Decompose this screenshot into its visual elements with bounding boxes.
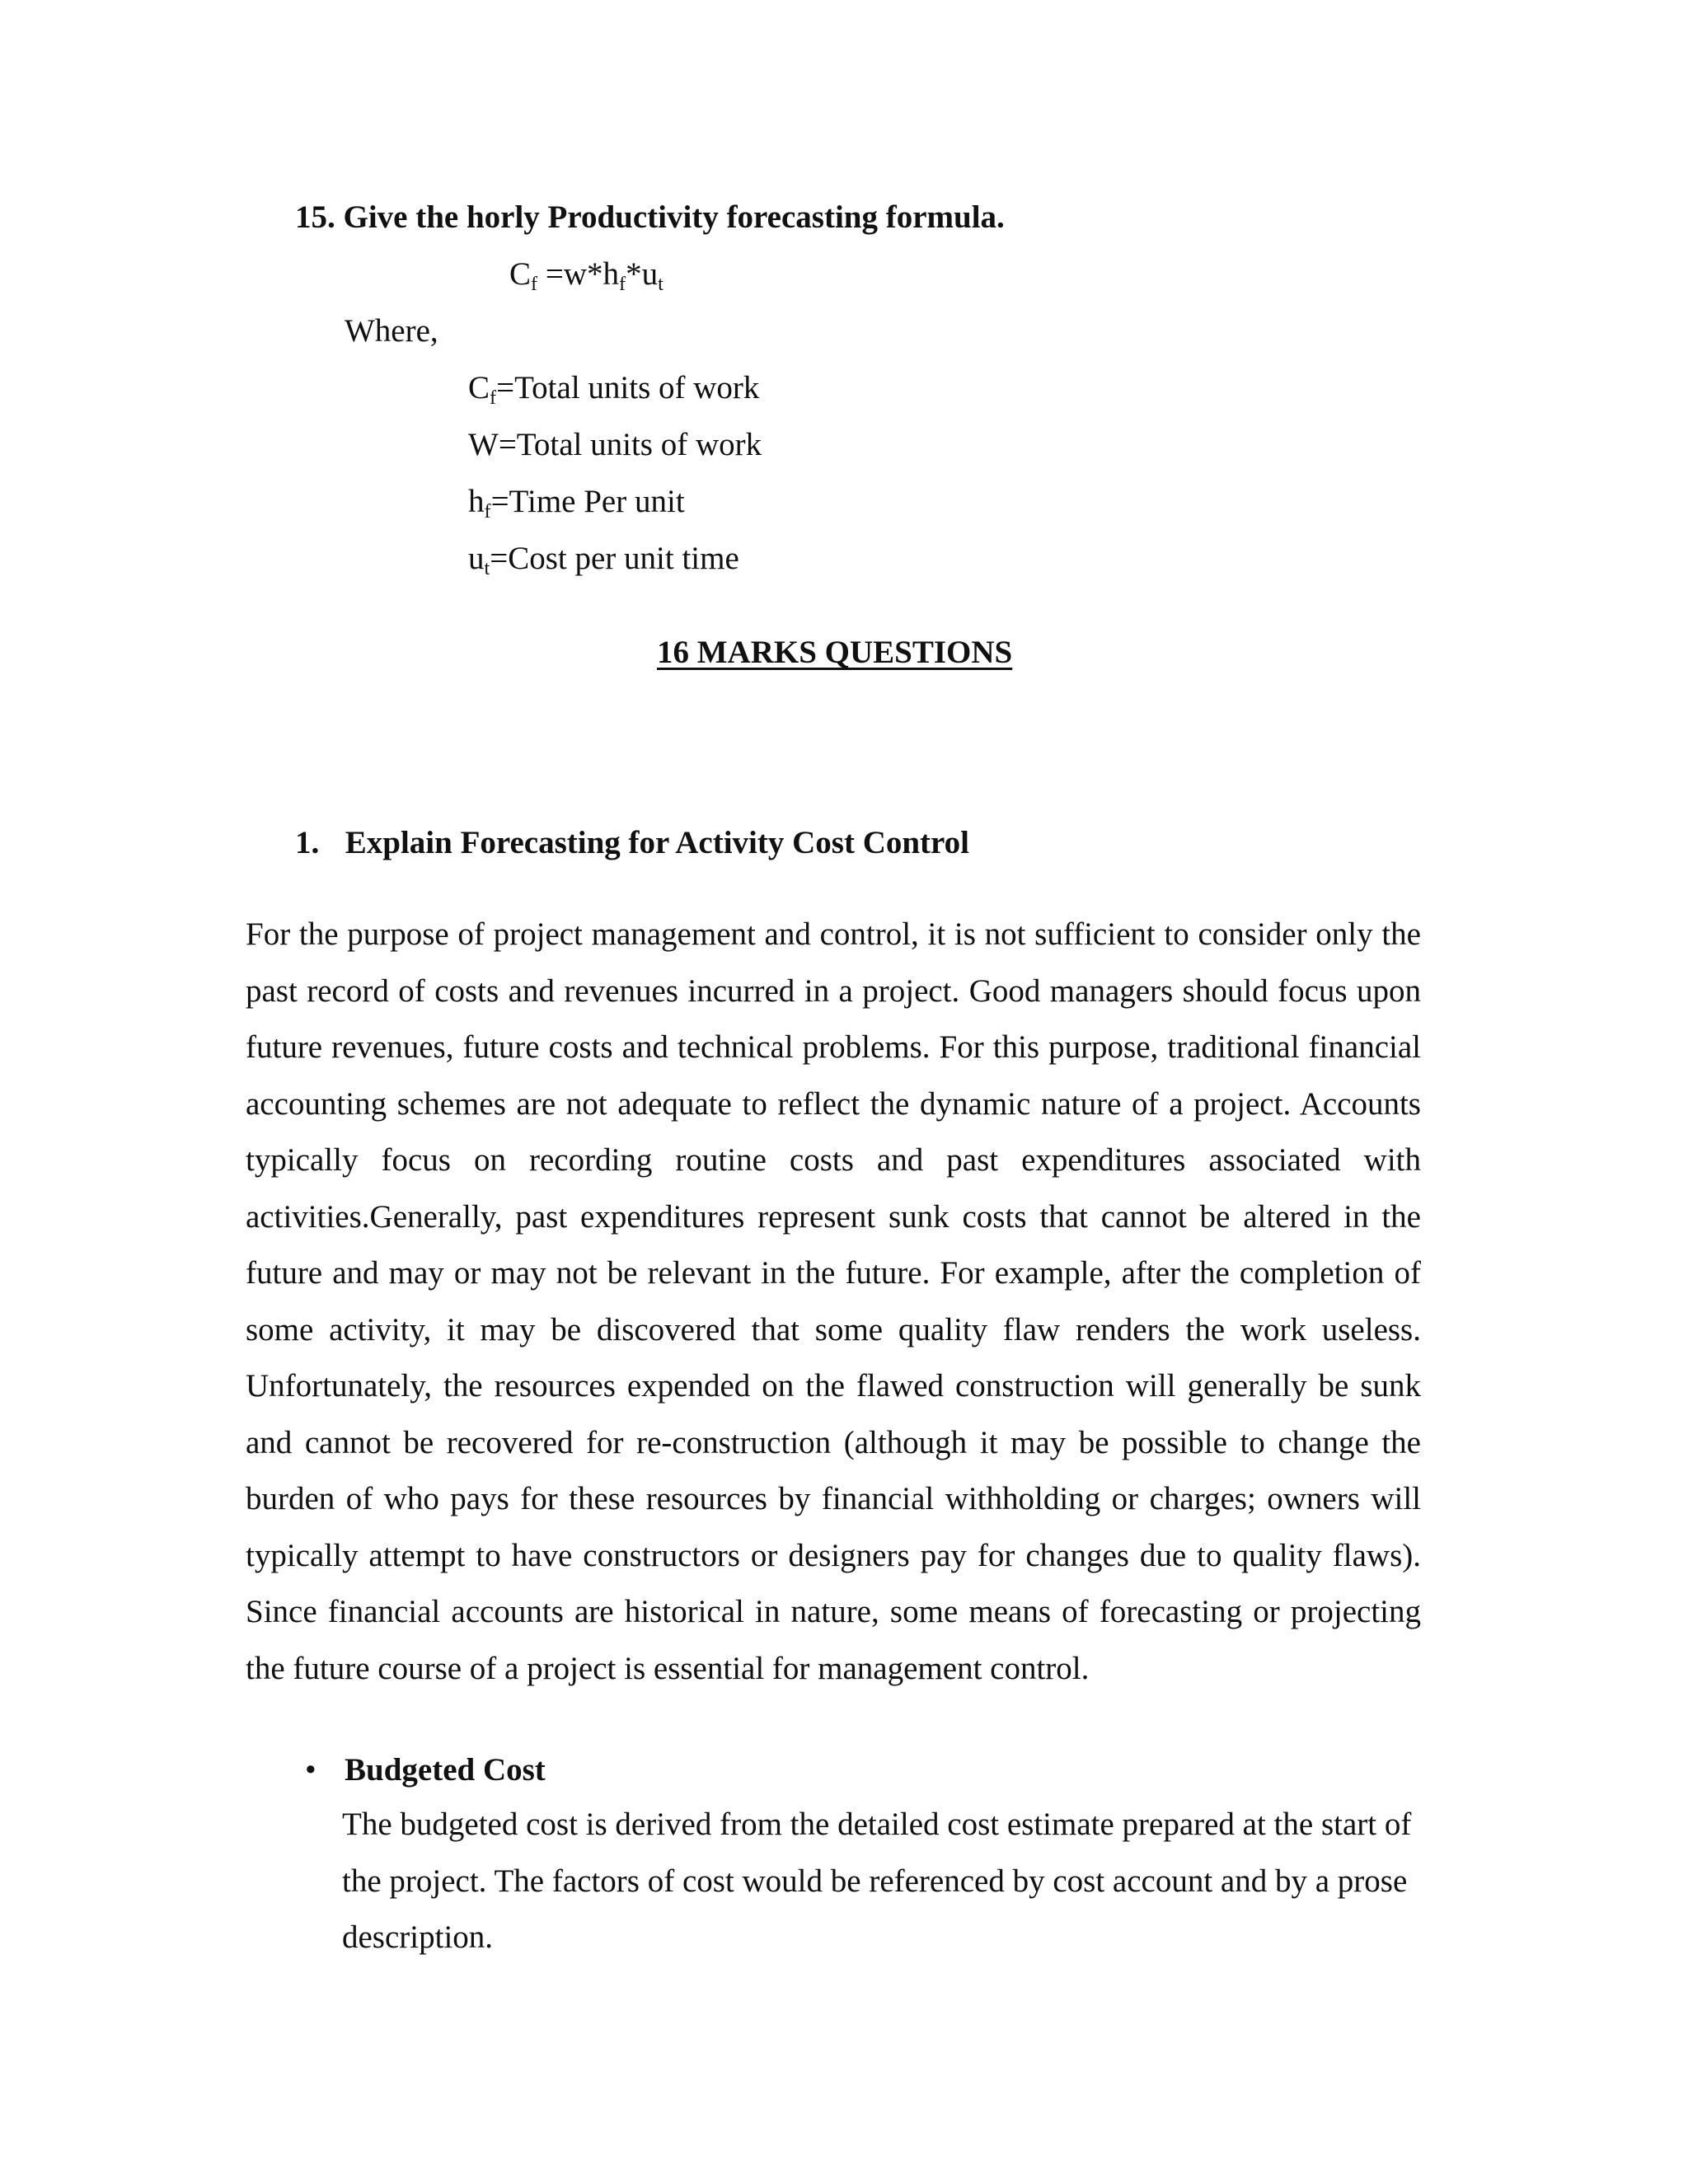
bullet-text: The budgeted cost is derived from the detailed cost estimate prepared at the start of the project. The factors of cost would be referenced by cost account and by a prose description. — [342, 1807, 1412, 1955]
q15-title: Give the horly Productivity forecasting formula. — [343, 199, 1005, 235]
definition-hf: $h_f=Time$ Per unit — [468, 484, 685, 523]
q1-heading — [295, 827, 969, 859]
q15-number: 15. — [295, 199, 335, 235]
q1-paragraph: For the purpose of project management and control, it is not sufficient to consider only the past record of costs and revenues incurred in a project. Good managers should focus upon future revenues, future costs and technical problems. For this purpose, traditional financial accounting schemes are not adequate to reflect the dynamic nature of a project. Accounts typically focus on recording routine costs and past expenditures associated with activities.Generally, past expenditures represent sunk costs that cannot be altered in the future and may or may not be relevant in the future. For example, after the completion of some activity, it may be discovered that some quality flaw renders the work useless. Unfortunately, the resources expended on the flawed construction will generally be sunk and cannot be recovered for re-construction (although it may be possible to change the burden of who pays for these resources by financial withholding or charges; owners will typically attempt to have constructors or designers pay for changes due to quality flaws). Since financial accounts are historical in nature, some means of forecasting or projecting the future course of a project is essential for management control. — [246, 916, 1421, 1686]
bullet-marker: • — [305, 1752, 316, 1788]
bullet-title: Budgeted Cost — [345, 1752, 546, 1788]
q15-heading — [295, 201, 1005, 233]
definition-ut: $u_t=Cost$ per unit time — [468, 541, 739, 579]
q1-number: 1. — [295, 825, 320, 860]
q15-formula: $C_f =w*h_f*u_t$ — [509, 256, 663, 295]
definition-w: W=Total units of work — [468, 427, 762, 462]
where-label: Where, — [345, 313, 438, 349]
q1-title: Explain Forecasting for Activity Cost Control — [345, 825, 969, 860]
definition-cf: $C_f=Total$ units of work — [468, 370, 760, 409]
section-heading: 16 MARKS QUESTIONS — [657, 635, 1013, 670]
